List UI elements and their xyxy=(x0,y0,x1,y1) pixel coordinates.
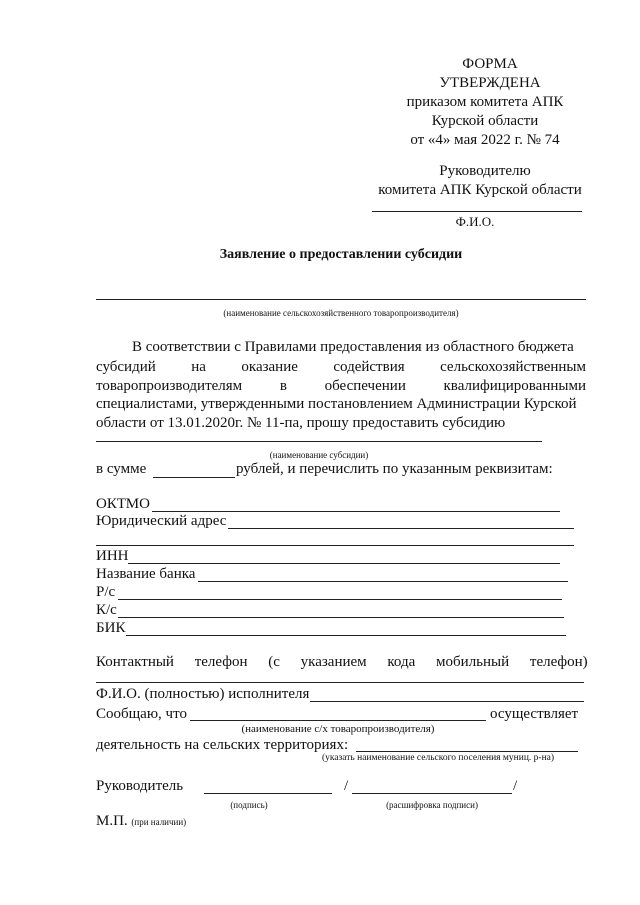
settlement-line[interactable] xyxy=(356,751,578,752)
subsidy-caption: (наименование субсидии) xyxy=(269,450,369,460)
seal-note: (при наличии) xyxy=(131,817,187,827)
order-line-3: от «4» мая 2022 г. № 74 xyxy=(410,132,560,148)
sign-caption: (подпись) xyxy=(230,800,268,810)
executor-line[interactable] xyxy=(310,701,584,702)
inn-line[interactable] xyxy=(128,563,560,564)
addressee-line-1: Руководителю xyxy=(439,163,531,179)
body-line-4: специалистами, утвержденными постановлением Администрации Курской xyxy=(96,396,577,412)
decode-caption: (расшифровка подписи) xyxy=(386,800,478,810)
slash-left: / xyxy=(344,778,349,794)
oktmo-label: ОКТМО xyxy=(96,496,150,512)
rural-activity-label: деятельность на сельских территориях: xyxy=(96,737,349,753)
addressee-line-2: комитета АПК Курской области xyxy=(378,182,582,198)
document-title: Заявление о предоставлении субсидии xyxy=(219,247,463,262)
sum-input-line[interactable] xyxy=(153,477,235,478)
applicant-caption: (наименование сельскохозяйственного товаропроизводителя) xyxy=(223,308,459,318)
ks-line[interactable] xyxy=(118,617,564,618)
body-line-5: области от 13.01.2020г. № 11-па, прошу предоставить субсидию xyxy=(96,415,506,431)
bank-name-label: Название банка xyxy=(96,566,196,582)
body-line-3: товаропроизводителям в обеспечении квалифицированными xyxy=(96,378,586,394)
decode-line[interactable] xyxy=(352,793,512,794)
bik-label: БИК xyxy=(96,620,126,636)
signature-line[interactable] xyxy=(204,793,332,794)
inform-suffix: осуществляет xyxy=(490,706,579,722)
head-label: Руководитель xyxy=(96,778,184,794)
fio-line xyxy=(372,211,582,212)
order-line-1: приказом комитета АПК xyxy=(406,94,564,110)
body-line-1: В соответствии с Правилами предоставления из областного бюджета xyxy=(132,339,574,355)
contact-phone-line[interactable] xyxy=(96,682,584,683)
rs-line[interactable] xyxy=(118,599,562,600)
inform-prefix: Сообщаю, что xyxy=(96,706,187,722)
legal-address-line[interactable] xyxy=(228,528,574,529)
ks-label: К/с xyxy=(96,602,117,618)
bank-name-line[interactable] xyxy=(198,581,568,582)
form-label: ФОРМА xyxy=(462,56,518,72)
fio-label: Ф.И.О. xyxy=(455,214,495,229)
executor-label: Ф.И.О. (полностью) исполнителя xyxy=(96,686,310,702)
settlement-caption: (указать наименование сельского поселения муниц. р-на) xyxy=(321,753,555,763)
slash-right: / xyxy=(513,778,518,794)
seal-label xyxy=(96,813,186,830)
producer-line[interactable] xyxy=(190,720,486,721)
inn-label: ИНН xyxy=(96,548,129,564)
applicant-line xyxy=(96,299,586,300)
order-line-2: Курской области xyxy=(431,113,539,129)
oktmo-line[interactable] xyxy=(152,511,560,512)
contact-phone-label: Контактный телефон (с указанием кода мобильный телефон) xyxy=(96,654,588,670)
sum-prefix: в сумме xyxy=(96,461,147,477)
bik-line[interactable] xyxy=(126,635,566,636)
approved-label: УТВЕРЖДЕНА xyxy=(439,75,541,91)
seal-text: М.П. xyxy=(96,813,128,829)
producer-caption: (наименование с/х товаропроизводителя) xyxy=(241,723,435,735)
sum-suffix: рублей, и перечислить по указанным реквизитам: xyxy=(236,461,553,477)
rs-label: Р/с xyxy=(96,584,116,600)
legal-address-label: Юридический адрес xyxy=(96,513,227,529)
subsidy-name-line xyxy=(96,441,542,442)
body-line-2: субсидий на оказание содействия сельскохозяйственным xyxy=(96,359,586,375)
legal-address-line-2[interactable] xyxy=(96,545,574,546)
